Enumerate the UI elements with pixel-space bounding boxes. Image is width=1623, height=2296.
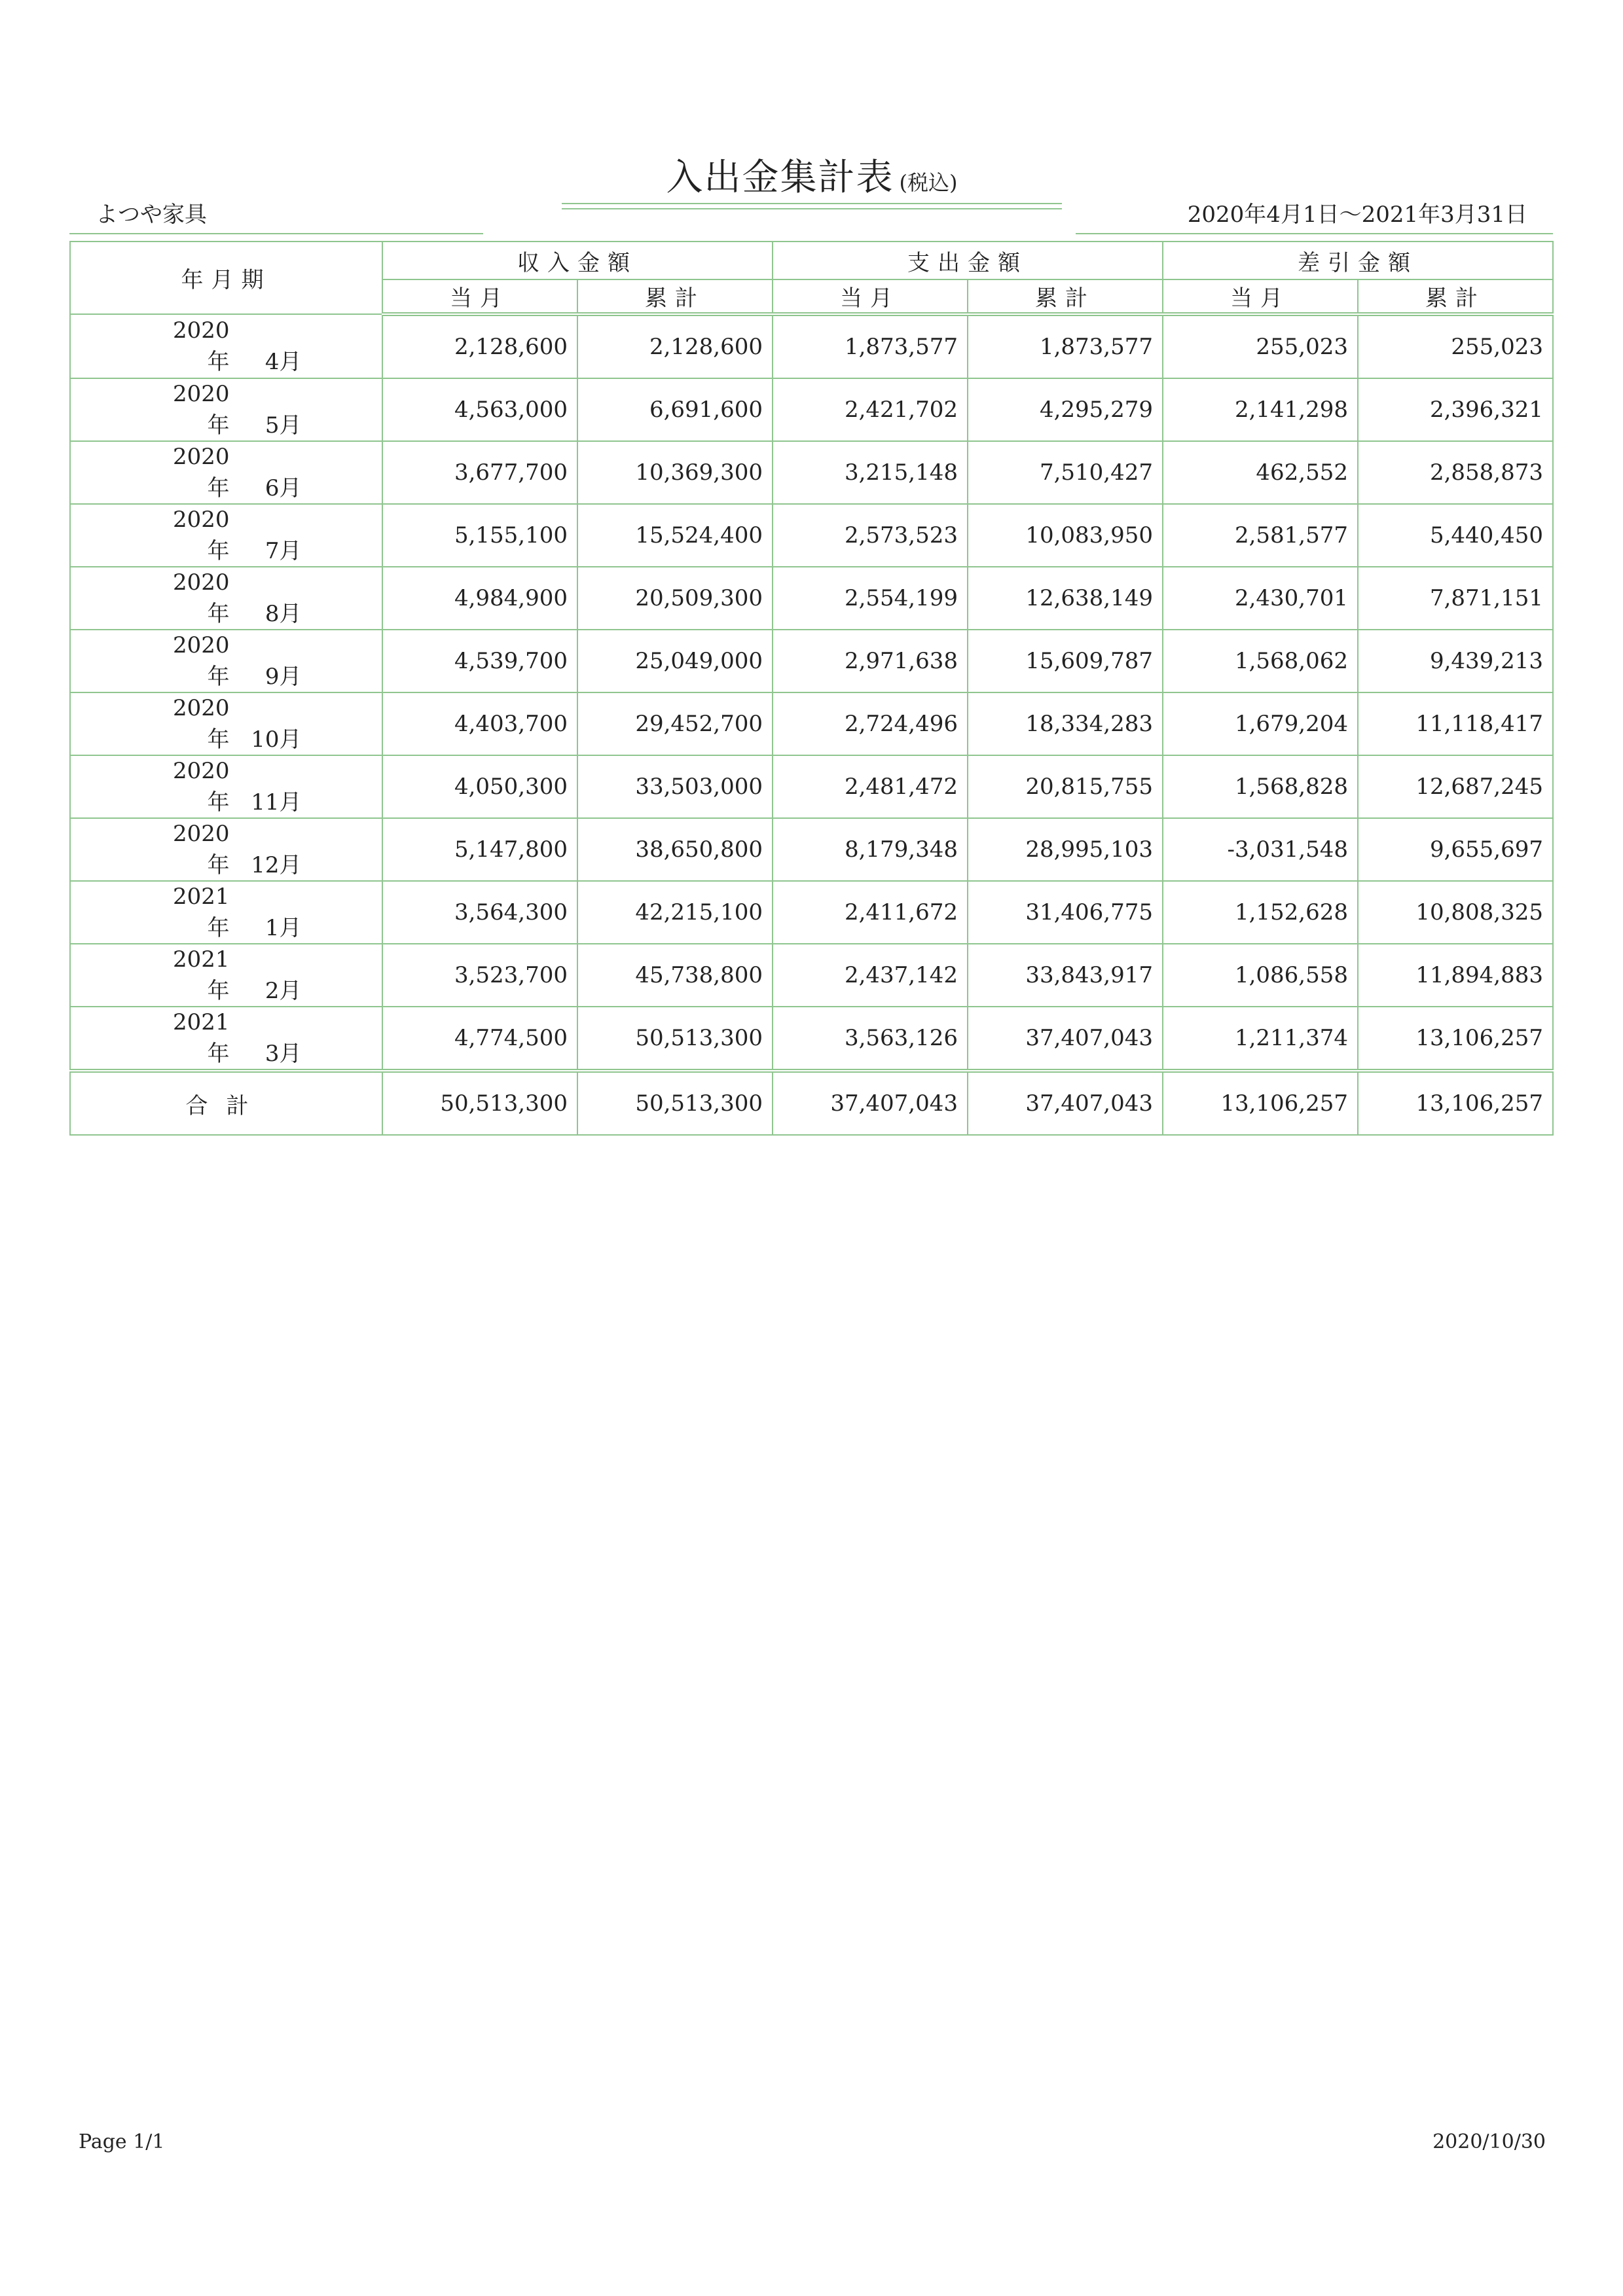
table-row — [70, 692, 1553, 755]
header-difference: 差引金額 — [1163, 242, 1553, 279]
row-expense-current: 3,215,148 — [773, 441, 968, 504]
row-difference-cumulative: 13,106,257 — [1358, 1007, 1553, 1071]
row-income-current: 4,563,000 — [382, 378, 577, 441]
row-expense-current: 2,481,472 — [773, 755, 968, 818]
row-difference-current: 1,086,558 — [1163, 944, 1358, 1007]
row-income-current: 4,539,700 — [382, 630, 577, 692]
row-difference-cumulative: 2,858,873 — [1358, 441, 1553, 504]
row-expense-cumulative: 10,083,950 — [968, 504, 1163, 567]
row-year: 2020年 — [172, 443, 230, 501]
row-year-month — [70, 441, 382, 504]
row-expense-cumulative: 31,406,775 — [968, 881, 1163, 944]
summary-table — [69, 241, 1554, 1136]
row-month: 11月 — [251, 789, 302, 816]
table-row — [70, 944, 1553, 1007]
table-row — [70, 441, 1553, 504]
row-expense-current: 2,421,702 — [773, 378, 968, 441]
subheader-difference-current: 当月 — [1163, 279, 1358, 314]
row-income-cumulative: 33,503,000 — [577, 755, 773, 818]
row-difference-cumulative: 2,396,321 — [1358, 378, 1553, 441]
row-year: 2020年 — [172, 694, 230, 753]
row-income-cumulative: 42,215,100 — [577, 881, 773, 944]
table-row — [70, 567, 1553, 630]
company-name: よつや家具 — [96, 202, 207, 228]
row-year: 2020年 — [172, 506, 230, 564]
row-year-month — [70, 881, 382, 944]
row-income-cumulative: 45,738,800 — [577, 944, 773, 1007]
table-row — [70, 314, 1553, 378]
row-month: 6月 — [264, 475, 302, 501]
row-income-current: 5,147,800 — [382, 818, 577, 881]
row-month: 5月 — [264, 412, 302, 439]
row-expense-current: 2,573,523 — [773, 504, 968, 567]
row-year-month — [70, 314, 382, 378]
row-expense-cumulative: 33,843,917 — [968, 944, 1163, 1007]
row-year: 2020年 — [172, 820, 230, 878]
row-difference-cumulative: 10,808,325 — [1358, 881, 1553, 944]
title-underline-second — [562, 208, 1062, 209]
row-year: 2020年 — [172, 380, 230, 439]
row-month: 2月 — [264, 977, 302, 1004]
row-expense-cumulative: 1,873,577 — [968, 314, 1163, 378]
table-row — [70, 881, 1553, 944]
subheader-expense-current: 当月 — [773, 279, 968, 314]
table-row — [70, 378, 1553, 441]
row-year: 2020年 — [172, 632, 230, 690]
row-year: 2020年 — [172, 569, 230, 627]
row-difference-current: 1,679,204 — [1163, 692, 1358, 755]
row-month: 10月 — [251, 726, 302, 753]
company-underline — [69, 233, 483, 234]
subheader-difference-cumulative: 累計 — [1358, 279, 1553, 314]
row-difference-cumulative: 5,440,450 — [1358, 504, 1553, 567]
row-expense-cumulative: 15,609,787 — [968, 630, 1163, 692]
row-expense-cumulative: 20,815,755 — [968, 755, 1163, 818]
row-difference-current: 462,552 — [1163, 441, 1358, 504]
row-month: 4月 — [264, 348, 302, 375]
total-expense-cumulative: 37,407,043 — [968, 1071, 1163, 1135]
row-income-cumulative: 20,509,300 — [577, 567, 773, 630]
row-income-current: 2,128,600 — [382, 314, 577, 378]
row-difference-current: 1,568,062 — [1163, 630, 1358, 692]
row-expense-cumulative: 37,407,043 — [968, 1007, 1163, 1071]
row-income-current: 3,564,300 — [382, 881, 577, 944]
table-body — [70, 314, 1553, 1071]
total-income-current: 50,513,300 — [382, 1071, 577, 1135]
row-year-month — [70, 818, 382, 881]
row-month: 3月 — [264, 1040, 302, 1067]
row-income-cumulative: 6,691,600 — [577, 378, 773, 441]
report-title-tax-note: (税込) — [899, 170, 958, 195]
row-difference-current: 2,430,701 — [1163, 567, 1358, 630]
row-income-current: 5,155,100 — [382, 504, 577, 567]
total-difference-current: 13,106,257 — [1163, 1071, 1358, 1135]
row-expense-current: 8,179,348 — [773, 818, 968, 881]
total-row — [70, 1071, 1553, 1135]
row-expense-current: 3,563,126 — [773, 1007, 968, 1071]
row-year: 2020年 — [172, 317, 230, 375]
row-month: 1月 — [264, 914, 302, 941]
row-income-cumulative: 2,128,600 — [577, 314, 773, 378]
subheader-expense-cumulative: 累計 — [968, 279, 1163, 314]
table-header-row — [70, 242, 1553, 279]
row-difference-cumulative: 7,871,151 — [1358, 567, 1553, 630]
row-income-cumulative: 50,513,300 — [577, 1007, 773, 1071]
table-row — [70, 818, 1553, 881]
row-year: 2021年 — [172, 946, 230, 1004]
row-expense-cumulative: 4,295,279 — [968, 378, 1163, 441]
row-income-cumulative: 29,452,700 — [577, 692, 773, 755]
header-year-month: 年月期 — [70, 242, 382, 314]
row-year-month — [70, 504, 382, 567]
row-month: 7月 — [264, 537, 302, 564]
row-year-month — [70, 1007, 382, 1071]
title-underline — [562, 203, 1062, 204]
row-difference-current: 1,568,828 — [1163, 755, 1358, 818]
row-year-month — [70, 692, 382, 755]
table-row — [70, 630, 1553, 692]
page-number: Page 1/1 — [79, 2130, 165, 2153]
subheader-income-cumulative: 累計 — [577, 279, 773, 314]
row-difference-cumulative: 11,894,883 — [1358, 944, 1553, 1007]
header-expense: 支出金額 — [773, 242, 1163, 279]
row-difference-current: 2,581,577 — [1163, 504, 1358, 567]
total-difference-cumulative: 13,106,257 — [1358, 1071, 1553, 1135]
row-expense-current: 2,724,496 — [773, 692, 968, 755]
row-income-current: 3,523,700 — [382, 944, 577, 1007]
row-difference-cumulative: 9,439,213 — [1358, 630, 1553, 692]
row-expense-cumulative: 28,995,103 — [968, 818, 1163, 881]
table-row — [70, 504, 1553, 567]
row-difference-current: 1,211,374 — [1163, 1007, 1358, 1071]
total-expense-current: 37,407,043 — [773, 1071, 968, 1135]
row-difference-current: 1,152,628 — [1163, 881, 1358, 944]
row-income-cumulative: 38,650,800 — [577, 818, 773, 881]
table-row — [70, 1007, 1553, 1071]
subheader-income-current: 当月 — [382, 279, 577, 314]
row-income-cumulative: 25,049,000 — [577, 630, 773, 692]
row-month: 9月 — [264, 663, 302, 690]
print-date: 2020/10/30 — [1432, 2130, 1546, 2153]
row-expense-current: 2,554,199 — [773, 567, 968, 630]
report-period: 2020年4月1日～2021年3月31日 — [1187, 202, 1527, 228]
row-year-month — [70, 755, 382, 818]
row-year: 2020年 — [172, 757, 230, 816]
row-difference-current: 2,141,298 — [1163, 378, 1358, 441]
row-difference-cumulative: 9,655,697 — [1358, 818, 1553, 881]
row-difference-current: -3,031,548 — [1163, 818, 1358, 881]
row-income-current: 4,984,900 — [382, 567, 577, 630]
row-income-cumulative: 15,524,400 — [577, 504, 773, 567]
table-row — [70, 755, 1553, 818]
row-difference-cumulative: 12,687,245 — [1358, 755, 1553, 818]
report-title-block — [562, 157, 1062, 209]
row-month: 8月 — [264, 600, 302, 627]
row-income-current: 3,677,700 — [382, 441, 577, 504]
row-difference-current: 255,023 — [1163, 314, 1358, 378]
row-expense-current: 1,873,577 — [773, 314, 968, 378]
row-income-cumulative: 10,369,300 — [577, 441, 773, 504]
row-year-month — [70, 630, 382, 692]
total-income-cumulative: 50,513,300 — [577, 1071, 773, 1135]
row-expense-cumulative: 18,334,283 — [968, 692, 1163, 755]
row-year-month — [70, 944, 382, 1007]
row-year: 2021年 — [172, 1009, 230, 1067]
row-month: 12月 — [251, 852, 302, 878]
row-income-current: 4,774,500 — [382, 1007, 577, 1071]
row-expense-cumulative: 7,510,427 — [968, 441, 1163, 504]
total-label: 合計 — [70, 1071, 382, 1135]
row-year-month — [70, 378, 382, 441]
row-difference-cumulative: 255,023 — [1358, 314, 1553, 378]
report-title: 入出金集計表 — [666, 156, 894, 199]
row-expense-current: 2,971,638 — [773, 630, 968, 692]
header-income: 収入金額 — [382, 242, 773, 279]
period-underline — [1076, 233, 1553, 234]
row-year-month — [70, 567, 382, 630]
row-year: 2021年 — [172, 883, 230, 941]
row-difference-cumulative: 11,118,417 — [1358, 692, 1553, 755]
row-income-current: 4,050,300 — [382, 755, 577, 818]
row-expense-cumulative: 12,638,149 — [968, 567, 1163, 630]
row-expense-current: 2,437,142 — [773, 944, 968, 1007]
row-expense-current: 2,411,672 — [773, 881, 968, 944]
row-income-current: 4,403,700 — [382, 692, 577, 755]
